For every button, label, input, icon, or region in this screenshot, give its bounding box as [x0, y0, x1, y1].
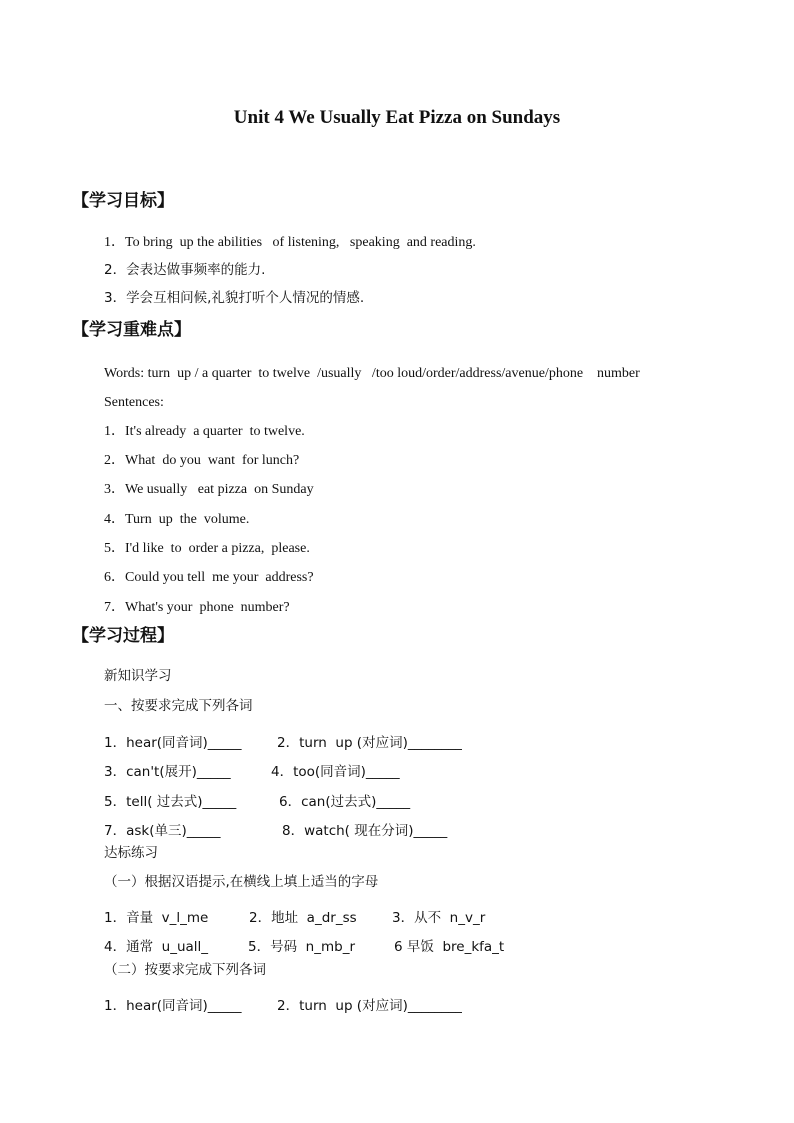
goal-item: 2．会表达做事频率的能力.: [104, 262, 266, 278]
goal-item: 1．To bring up the abilities of listening, speaking and reading.: [104, 235, 476, 250]
exercise-row: [104, 994, 462, 1042]
exercise-item: 3．can't(展开)_____: [104, 764, 231, 780]
sentence-item: 6．Could you tell me your address?: [104, 570, 314, 585]
exercise-item: 6．can(过去式)_____: [279, 794, 411, 810]
section-heading-process: 【学习过程】: [72, 626, 174, 646]
new-knowledge-heading: 新知识学习: [104, 668, 172, 684]
sub2-title: （二）按要求完成下列各词: [104, 962, 266, 978]
exercise-item: 4．too(同音词)_____: [271, 764, 400, 780]
sentences-label: Sentences:: [104, 395, 164, 410]
exercise-item: 4．通常 u_uall_: [104, 939, 209, 955]
sentence-item: 3．We usually eat pizza on Sunday: [104, 482, 314, 497]
sentence-item: 1．It's already a quarter to twelve.: [104, 424, 305, 439]
section-heading-keypoints: 【学习重难点】: [72, 320, 191, 340]
goal-item: 3．学会互相问候,礼貌打听个人情况的情感.: [104, 290, 365, 306]
exercise-item: 2．turn up (对应词)________: [277, 735, 462, 751]
sentence-item: 7．What's your phone number?: [104, 600, 290, 615]
exercise-item: 7．ask(单三)_____: [104, 823, 221, 839]
part1-title: 一、按要求完成下列各词: [104, 698, 253, 714]
sentence-item: 5．I'd like to order a pizza, please.: [104, 541, 310, 556]
exercise-item: 6 早饭 bre_kfa_t: [394, 939, 505, 955]
exercise-item: 1．hear(同音词)_____: [104, 998, 242, 1014]
practice-heading: 达标练习: [104, 845, 158, 861]
exercise-item: 2．turn up (对应词)________: [277, 998, 462, 1014]
section-heading-goals: 【学习目标】: [72, 191, 174, 211]
exercise-item: 1．音量 v_l_me: [104, 910, 209, 926]
exercise-item: 1．hear(同音词)_____: [104, 735, 242, 751]
page-title: Unit 4 We Usually Eat Pizza on Sundays: [233, 107, 561, 128]
exercise-item: 5．号码 n_mb_r: [248, 939, 355, 955]
exercise-item: 5．tell( 过去式)_____: [104, 794, 237, 810]
sentence-item: 4．Turn up the volume.: [104, 512, 250, 527]
exercise-item: 8．watch( 现在分词)_____: [282, 823, 448, 839]
sentence-item: 2．What do you want for lunch?: [104, 453, 300, 468]
exercise-item: 3．从不 n_v_r: [392, 910, 486, 926]
sub1-title: （一）根据汉语提示,在横线上填上适当的字母: [104, 874, 379, 890]
exercise-item: 2．地址 a_dr_ss: [249, 910, 357, 926]
keywords-line: Words: turn up / a quarter to twelve /usually /too loud/order/address/avenue/phone number: [104, 366, 640, 381]
